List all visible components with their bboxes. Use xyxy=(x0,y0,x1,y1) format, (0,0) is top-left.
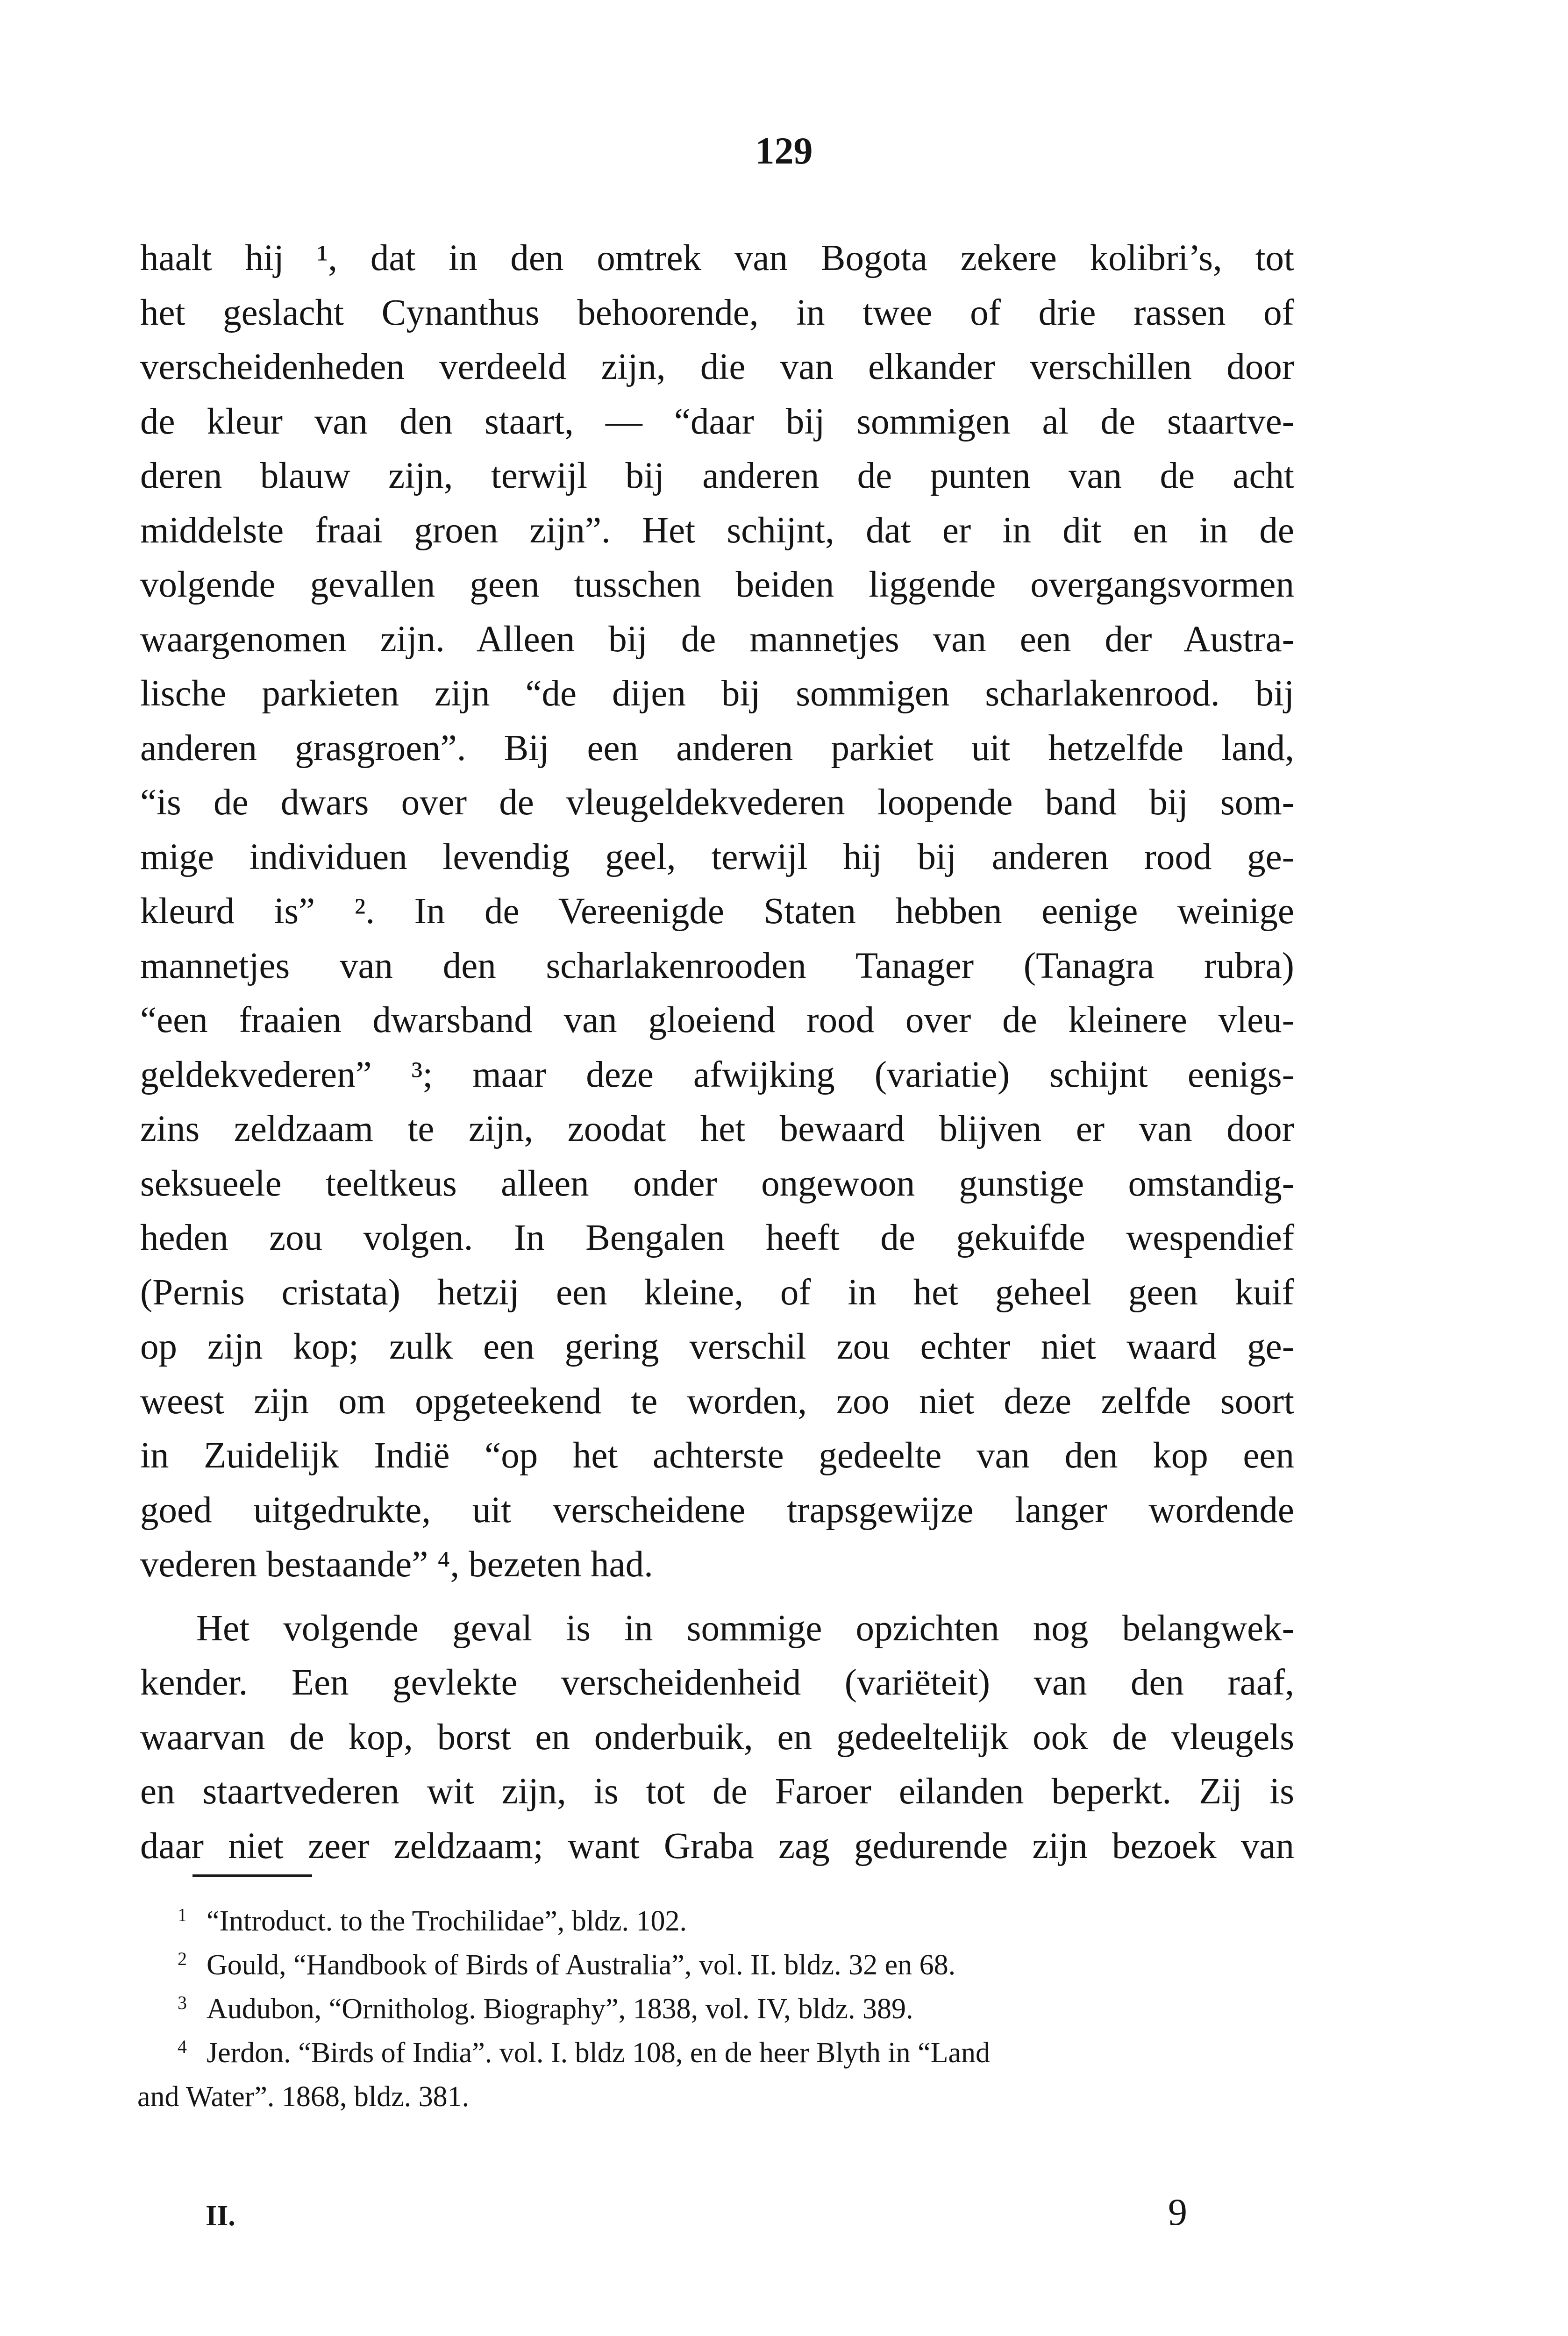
text-line: in Zuidelijk Indië “op het achterste gedeelte van den kop een xyxy=(140,1435,1294,1476)
text-line: mannetjes van den scharlakenrooden Tanager (Tanagra rubra) xyxy=(140,945,1294,986)
text-line: op zijn kop; zulk een gering verschil zou echter niet waard ge- xyxy=(140,1326,1294,1367)
text-line: daar niet zeer zeldzaam; want Graba zag gedurende zijn bezoek van xyxy=(140,1825,1294,1866)
text-line: verscheidenheden verdeeld zijn, die van elkander verschillen door xyxy=(140,347,1294,387)
paragraph-gap xyxy=(140,1592,1294,1602)
text-line: seksueele teeltkeus alleen onder ongewoon gunstige omstandig- xyxy=(140,1163,1294,1204)
footnote: 1 “Introduct. to the Trochilidae”, bldz. 102. xyxy=(178,1904,687,1937)
text-line: en staartvederen wit zijn, is tot de Faroer eilanden beperkt. Zij is xyxy=(140,1771,1294,1812)
footnote-text: “Introduct. to the Trochilidae”, bldz. 102. xyxy=(207,1905,687,1937)
signature-mark: II. xyxy=(206,2200,235,2232)
text-line: kender. Een gevlekte verscheidenheid (variëteit) van den raaf, xyxy=(140,1662,1294,1703)
text-line: deren blauw zijn, terwijl bij anderen de punten van de acht xyxy=(140,456,1294,496)
text-line: waarvan de kop, borst en onderbuik, en gedeeltelijk ook de vleugels xyxy=(140,1716,1294,1758)
text-line: de kleur van den staart, — “daar bij sommigen al de staartve- xyxy=(140,401,1294,442)
page-number: 129 xyxy=(755,129,813,172)
text-line: kleurd is” ². In de Vereenigde Staten hebben eenige weinige xyxy=(140,891,1294,932)
text-line: “een fraaien dwarsband van gloeiend rood over de kleinere vleu- xyxy=(140,1000,1294,1040)
text-line: waargenomen zijn. Alleen bij de mannetjes van een der Austra- xyxy=(140,619,1294,660)
footnote: 4 Jerdon. “Birds of India”. vol. I. bldz 108, en de heer Blyth in “Land xyxy=(178,2036,990,2069)
footnote-text: and Water”. 1868, bldz. 381. xyxy=(137,2081,470,2113)
text-line: lische parkieten zijn “de dijen bij sommigen scharlakenrood. bij xyxy=(140,673,1294,714)
text-line: weest zijn om opgeteekend te worden, zoo niet deze zelfde soort xyxy=(140,1381,1294,1422)
footnote-text: Jerdon. “Birds of India”. vol. I. bldz 108, en de heer Blyth in “Land xyxy=(207,2037,990,2069)
body-text xyxy=(140,231,1294,1873)
text-line: volgende gevallen geen tusschen beiden liggende overgangsvormen xyxy=(140,564,1294,605)
text-line: (Pernis cristata) hetzij een kleine, of in het geheel geen kuif xyxy=(140,1272,1294,1313)
sheet-number: 9 xyxy=(1168,2191,1187,2233)
footnotes xyxy=(137,1899,1299,2119)
footnote-text: Audubon, “Ornitholog. Biography”, 1838, vol. IV, bldz. 389. xyxy=(207,1993,913,2025)
text-line: Het volgende geval is in sommige opzichten nog belangwek- xyxy=(196,1608,1294,1649)
footnote-rule xyxy=(192,1874,312,1877)
text-line: geldekvederen” ³; maar deze afwijking (variatie) schijnt eenigs- xyxy=(140,1054,1294,1095)
text-line: heden zou volgen. In Bengalen heeft de gekuifde wespendief xyxy=(140,1218,1294,1258)
text-line: vederen bestaande” ⁴, bezeten had. xyxy=(140,1544,653,1585)
text-line: anderen grasgroen”. Bij een anderen parkiet uit hetzelfde land, xyxy=(140,727,1294,769)
text-line: zins zeldzaam te zijn, zoodat het bewaard blijven er van door xyxy=(140,1109,1294,1149)
text-line: haalt hij ¹, dat in den omtrek van Bogota zekere kolibri’s, tot xyxy=(140,238,1294,278)
text-line: het geslacht Cynanthus behoorende, in twee of drie rassen of xyxy=(140,292,1294,333)
text-line: mige individuen levendig geel, terwijl hij bij anderen rood ge- xyxy=(140,836,1294,877)
footnote: 2 Gould, “Handbook of Birds of Australia”, vol. II. bldz. 32 en 68. xyxy=(178,1948,956,1981)
footnote-text: Gould, “Handbook of Birds of Australia”, vol. II. bldz. 32 en 68. xyxy=(207,1949,956,1981)
footnote: 3 Audubon, “Ornitholog. Biography”, 1838, vol. IV, bldz. 389. xyxy=(178,1992,913,2025)
text-line: “is de dwars over de vleugeldekvederen loopende band bij som- xyxy=(140,782,1294,823)
text-line: middelste fraai groen zijn”. Het schijnt, dat er in dit en in de xyxy=(140,510,1294,551)
footnote-continuation xyxy=(137,2075,1299,2119)
text-line: goed uitgedrukte, uit verscheidene trapsgewijze langer wordende xyxy=(140,1489,1294,1531)
